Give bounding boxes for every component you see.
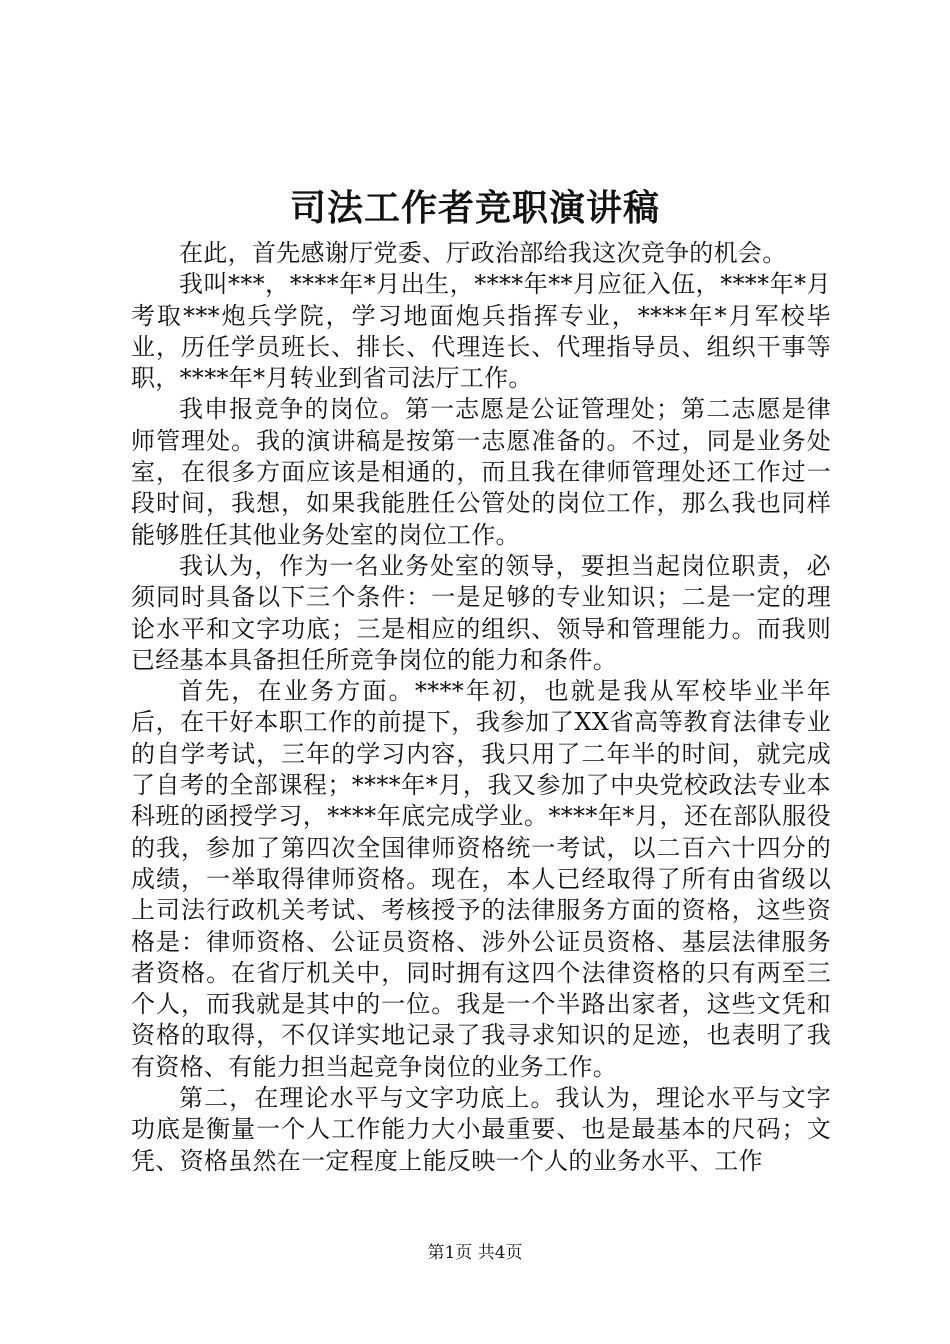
paragraph-2: 我叫***，****年*月出生，****年**月应征入伍，****年*月考取***炮兵学院，学习地面炮兵指挥专业，****年*月军校毕业，历任学员班长、排长、代理连长、代理指导员、组织干事等职，****年*月转业到省司法厅工作。 [131,270,831,393]
paragraph-6: 第二，在理论水平与文字功底上。我认为，理论水平与文字功底是衡量一个人工作能力大小最重要、也是最基本的尺码；文凭、资格虽然在一定程度上能反映一个人的业务水平、工作 [131,1084,831,1175]
page-number-footer: 第1页 共4页 [427,1243,523,1263]
document-body [131,238,831,1177]
paragraph-4: 我认为，作为一名业务处室的领导，要担当起岗位职责，必须同时具备以下三个条件：一是足够的专业知识；二是一定的理论水平和文字功底；三是相应的组织、领导和管理能力。而我则已经基本具备担任所竞争岗位的能力和条件。 [131,551,831,674]
paragraph-1: 在此，首先感谢厅党委、厅政治部给我这次竞争的机会。 [179,239,787,267]
paragraph-5: 首先，在业务方面。****年初，也就是我从军校毕业半年后，在干好本职工作的前提下，我参加了XX省高等教育法律专业的自学考试，三年的学习内容，我只用了二年半的时间，就完成了自考的全部课程；****年*月，我又参加了中央党校政法专业本科班的函授学习，****年底完成学业。****年*月，还在部队服役的我，参加了第四次全国律师资格统一考试，以二百六十四分的成绩，一举取得律师资格。现在，本人已经取得了所有由省级以上司法行政机关考试、考核授予的法律服务方面的资格，这些资格是：律师资格、公证员资格、涉外公证员资格、基层法律服务者资格。在省厅机关中，同时拥有这四个法律资格的只有两至三个人，而我就是其中的一位。我是一个半路出家者，这些文凭和资格的取得，不仅详实地记录了我寻求知识的足迹，也表明了我有资格、有能力担当起竞争岗位的业务工作。 [131,677,831,1081]
paragraph-3: 我申报竞争的岗位。第一志愿是公证管理处；第二志愿是律师管理处。我的演讲稿是按第一志愿准备的。不过，同是业务处室，在很多方面应该是相通的，而且我在律师管理处还工作过一段时间，我想，如果我能胜任公管处的岗位工作，那么我也同样能够胜任其他业务处室的岗位工作。 [131,395,831,549]
document-title: 司法工作者竞职演讲稿 [289,187,660,229]
